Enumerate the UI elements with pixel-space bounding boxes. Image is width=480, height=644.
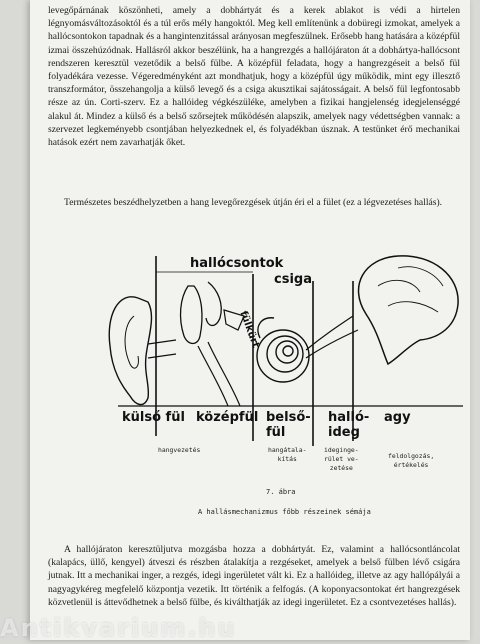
brain-shape — [359, 256, 459, 364]
label-csiga: csiga — [274, 272, 312, 287]
ear-canal — [148, 340, 176, 358]
figure-number: 7. ábra — [266, 488, 296, 496]
section-title-hallo-ideg: halló- ideg — [328, 410, 370, 440]
ear-diagram — [48, 246, 478, 526]
label-fulkurt: fülkürt — [237, 309, 261, 350]
figure-caption: A hallásmechanizmus főbb részeinek sémája — [198, 508, 371, 516]
section-sub-hangvezetes: hangvezetés — [158, 446, 201, 454]
eustachian-tube — [198, 342, 240, 406]
site-watermark: Antikvarium.hu — [0, 614, 237, 642]
section-title-agy: agy — [384, 410, 411, 425]
label-hallocsontok: hallócsontok — [190, 256, 284, 271]
cochlea-spiral — [257, 318, 309, 382]
section-sub-idegingerulet: ideginge- rület ve- zetése — [324, 446, 359, 472]
ossicles-shape — [181, 286, 202, 344]
section-sub-feldolgozas: feldolgozás, értékelés — [388, 452, 435, 469]
paragraph-2: Természetes beszédhelyzetben a hang levegőrezgések útján éri el a fület (ez a légvezetéses hallás). — [64, 197, 443, 208]
section-title-kulso-ful: külső fül — [122, 410, 185, 425]
book-page — [30, 0, 470, 640]
section-sub-hangatalakitas: hangátala- kítás — [268, 446, 307, 463]
paragraph-3: A hallójáraton keresztüljutva mozgásba hozza a dobhártyát. Ez, valamint a hallócsontláncolat (kalapács, üllő, kengyel) átveszi és részben átalakítja a rezgéseket, amelyek a belső fülben lévő csigára jutnak. Itt a mechanikai inger, a rezgés, idegi ingerületet vált ki. Ez a hallóideg, illetve az agy hallópályái a nagyagykéreg megfelelő központja vezetik. Itt történik a felfogás. (A koponyacsontokat ért hangrezgések közvetlenül is áttevődhetnek a belső fülbe, és kiválthatják az idegi ingerületet. Ez a csontvezetéses hallás). — [48, 544, 460, 608]
paragraph-1: levegőpárnának köszönheti, amely a dobhártyát és a kerek ablakot is védi a hirtelen légnyomásváltozásoktól és a túl erős mély hangoktól. Meg kell említenünk a dobüregi izmokat, amelyek a hallócsontokon tapadnak és a hangintenzitással arányosan megfeszülnek. Erősebb hang hatására a középfül izmai összehúzódnak. Hallásról akkor beszélünk, ha a hangrezgés a hallójáraton át a dobhártya-hallócsont rendszeren keresztül vezetődik a belső fülbe. A középfül feladata, hogy a hangrezgéseit a belső fül folyadékára vezesse. Végeredményként azt mondhatjuk, hogy a középfül úgy működik, mint egy illesztő transzformátor, összehangolja a külső levegő és a csiga akusztikai sajátosságait. A belső fül legfontosabb része az ún. Corti-szerv. Ez a hallóideg végkészüléke, amelyben a fizikai hangjelenség idegjelenséggé alakul át. Mindez a külső és a belső szőrsejtek működésén alapszik, amelyek nagy védettségben vannak: a szervezet legkeményebb csontjában helyezkednek el, és folyadékban úsznak. A testünket érő mechanikai hatások ezért nem zavarhatják őket. — [48, 5, 460, 149]
ear-diagram-figure — [48, 246, 478, 526]
section-title-belso-ful: belső- fül — [266, 410, 311, 440]
outer-ear-shape — [109, 297, 151, 405]
section-title-kozepful: középfül — [196, 410, 259, 425]
